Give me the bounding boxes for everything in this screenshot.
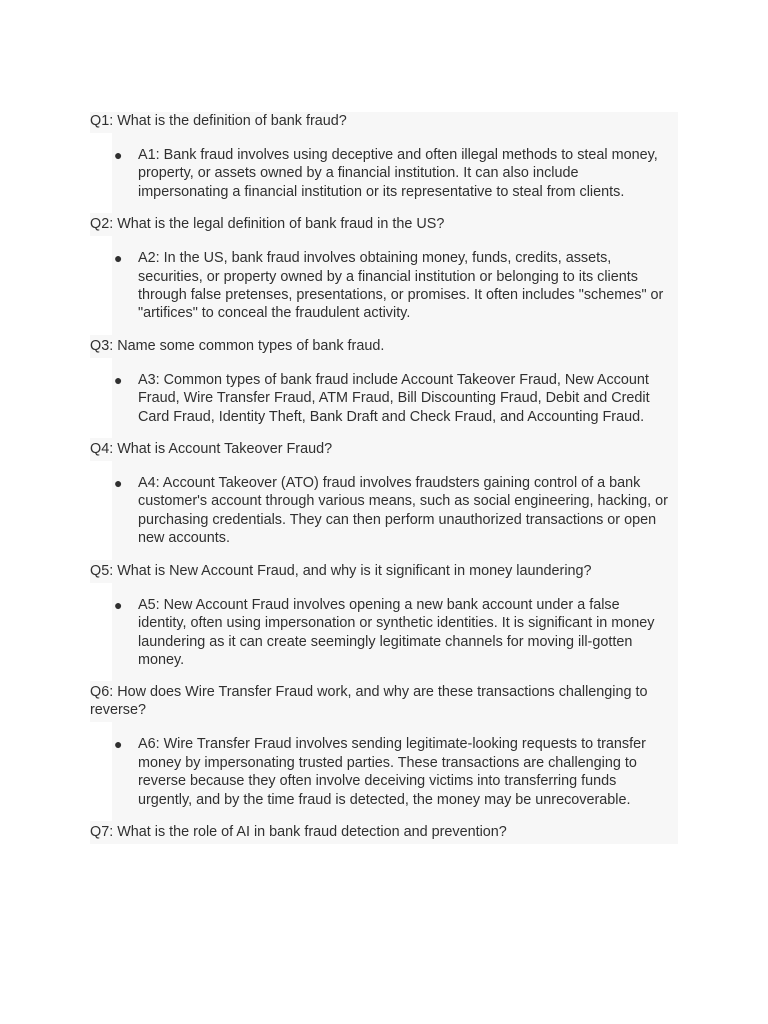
question-block-4 <box>90 438 678 461</box>
answer-item-3 <box>112 358 678 438</box>
answer-1: A1: Bank fraud involves using deceptive and often illegal methods to steal money, property, or assets owned by a financial institution. It can also include impersonating a financial institution or its representative to steal from clients. <box>138 147 658 200</box>
question-3: Q3: Name some common types of bank fraud. <box>90 337 385 354</box>
question-4: Q4: What is Account Takeover Fraud? <box>90 441 333 458</box>
question-block-7 <box>90 821 678 844</box>
question-block-6 <box>90 681 678 722</box>
question-2: Q2: What is the legal definition of bank fraud in the US? <box>90 216 445 233</box>
question-1: Q1: What is the definition of bank fraud? <box>90 113 347 129</box>
answer-4: A4: Account Takeover (ATO) fraud involves fraudsters gaining control of a bank customer's account through various means, such as social engineering, hacking, or purchasing credentials. They can then perform unauthorized transactions or open new accounts. <box>138 475 668 547</box>
answer-item-5 <box>112 583 678 682</box>
bullet-icon: ● <box>114 250 123 267</box>
answer-2: A2: In the US, bank fraud involves obtaining money, funds, credits, assets, securities, or property owned by a financial institution or belonging to its clients through false pretenses, presentations, or promises. It often includes "schemes" or "artifices" to conceal the fraudulent activity. <box>138 250 664 322</box>
bullet-icon: ● <box>114 736 123 753</box>
answer-5: A5: New Account Fraud involves opening a new bank account under a false identity, often using impersonation or synthetic identities. It is significant in money laundering as it can create seemingly legitimate channels for moving ill-gotten money. <box>138 596 655 668</box>
document-body <box>90 112 678 844</box>
bullet-icon: ● <box>114 475 123 492</box>
question-6: Q6: How does Wire Transfer Fraud work, and why are these transactions challenging to reverse? <box>90 684 648 719</box>
question-5: Q5: What is New Account Fraud, and why is it significant in money laundering? <box>90 562 592 579</box>
answer-6: A6: Wire Transfer Fraud involves sending legitimate-looking requests to transfer money by impersonating trusted parties. These transactions are challenging to reverse because they often involve deceiving victims into transferring funds urgently, and by the time fraud is detected, the money may be unrecoverable. <box>138 736 646 808</box>
answer-3: A3: Common types of bank fraud include Account Takeover Fraud, New Account Fraud, Wire Transfer Fraud, ATM Fraud, Bill Discounting Fraud, Debit and Credit Card Fraud, Identity Theft, Bank Draft and Check Fraud, and Accounting Fraud. <box>138 371 650 425</box>
answer-item-1 <box>112 133 678 213</box>
question-block-3 <box>90 335 678 358</box>
answer-item-6 <box>112 722 678 821</box>
bullet-icon: ● <box>114 147 123 163</box>
bullet-icon: ● <box>114 371 123 388</box>
question-block-1 <box>90 112 678 133</box>
question-7: Q7: What is the role of AI in bank fraud detection and prevention? <box>90 823 507 840</box>
bullet-icon: ● <box>114 596 123 613</box>
question-block-5 <box>90 560 678 583</box>
answer-item-4 <box>112 461 678 560</box>
question-block-2 <box>90 213 678 236</box>
answer-item-2 <box>112 236 678 335</box>
